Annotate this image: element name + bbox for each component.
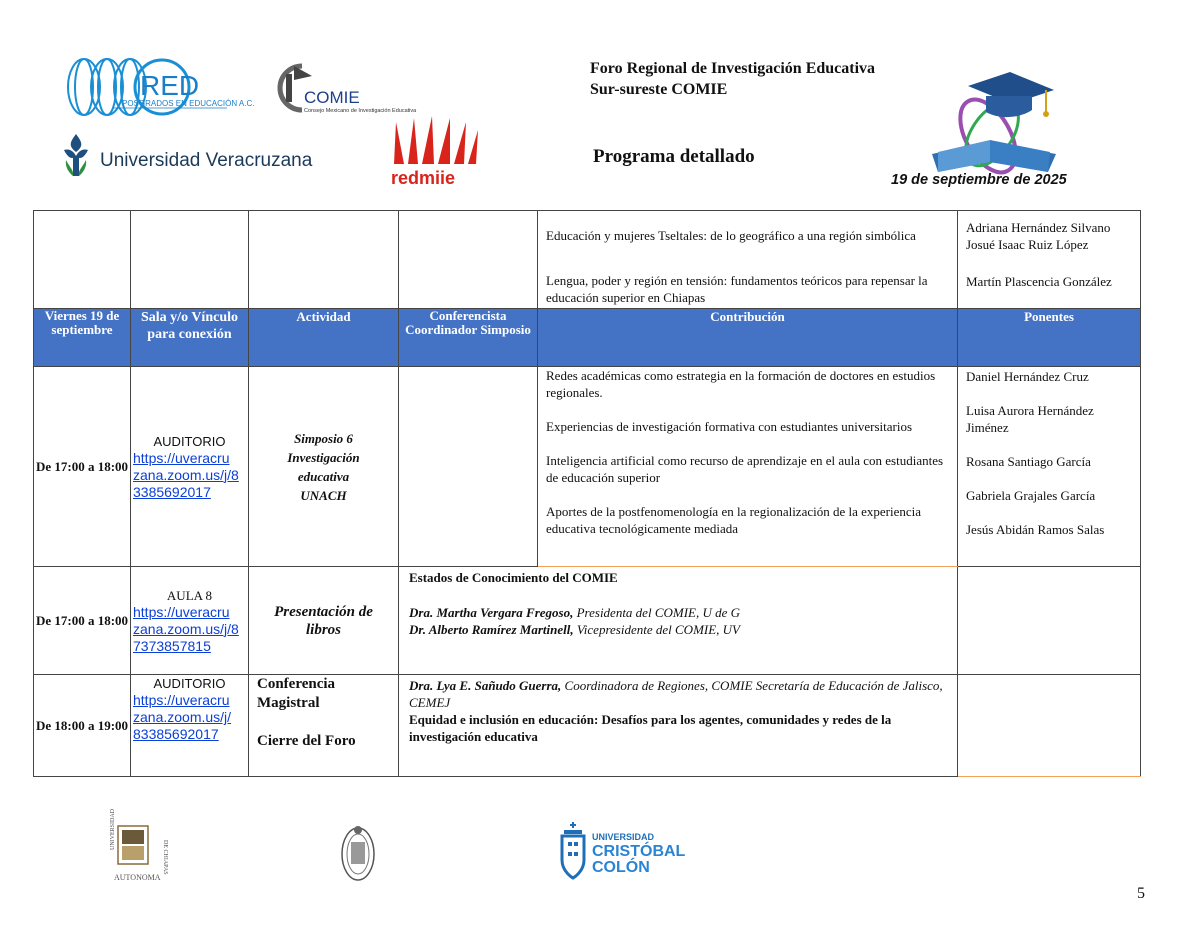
empty-cell [34,211,131,309]
room-cell [131,367,249,567]
activity-cell: Simposio 6 Investigación educativa UNACH [249,367,399,567]
svg-text:DE CHIAPAS: DE CHIAPAS [162,840,168,875]
room-name: AULA 8 [166,587,213,603]
svg-text:RED: RED [140,70,200,101]
table-row [34,567,1141,675]
table-header-row [34,309,1141,367]
time-cell: De 18:00 a 19:00 [34,675,131,777]
contribution-item: Redes académicas como estrategia en la formación de doctores en estudios regionales. [546,368,936,400]
header-ponentes: Ponentes [958,309,1141,367]
zoom-link[interactable]: https://uveracru zana.zoom.us/j/ 83385692017 [133,692,232,742]
continued-row [34,211,1141,309]
zoom-link[interactable]: https://uveracru zana.zoom.us/j/8 7373857815 [133,603,239,654]
empty-cell [131,211,249,309]
activity-cell [249,675,399,777]
forum-title-line2: Sur-sureste COMIE [590,81,728,98]
university-seal-logo [338,820,378,884]
ponente-name: Martín Plascencia González [966,274,1112,289]
svg-text:redmiie: redmiie [391,168,456,188]
table-row [34,367,1141,567]
ponente-name: Adriana Hernández Silvano [966,220,1111,235]
room-name: AUDITORIO [153,433,226,449]
presentation-title: Estados de Conocimiento del COMIE [409,570,618,585]
ponente-name: Rosana Santiago García [966,454,1091,469]
ponente-name: Luisa Aurora Hernández Jiménez [966,403,1094,435]
empty-cell [399,211,538,309]
zoom-link[interactable]: https://uveracru zana.zoom.us/j/8 3385692017 [133,449,239,500]
program-subtitle: Programa detallado [593,146,755,167]
svg-text:Universidad Veracruzana: Universidad Veracruzana [100,150,313,171]
contribution-item: Aportes de la postfenomenología en la regionalización de la experiencia educativa tecnológicamente mediada [546,504,922,536]
room-cell [131,675,249,777]
contribution-item: Educación y mujeres Tseltales: de lo geográfico a una región simbólica [546,228,916,243]
svg-text:POSGRADOS EN EDUCACIÓN A.C.: POSGRADOS EN EDUCACIÓN A.C. [122,99,255,108]
contribution-item: Lengua, poder y región en tensión: fundamentos teóricos para repensar la educación superior en Chiapas [546,273,928,305]
books-presentation-cell [399,567,958,675]
graduation-book-illustration [928,68,1060,178]
ponente-name: Josué Isaac Ruiz López [966,237,1089,252]
ponentes-cell [958,367,1141,567]
page-number: 5 [1137,885,1145,902]
activity-line: Conferencia [257,676,336,692]
redmiie-logo [386,112,481,187]
keynote-cell [399,675,958,777]
header-speaker: Conferencista Coordinador Simposio [399,309,538,367]
contribution-item: Inteligencia artificial como recurso de aprendizaje en el aula con estudiantes de educación superior [546,453,944,485]
svg-text:UNIVERSIDAD: UNIVERSIDAD [110,809,116,850]
unach-logo [100,809,168,884]
universidad-veracruzana-logo [62,132,313,182]
contribution-cell [538,367,958,567]
empty-cell [958,567,1141,675]
activity-line: Cierre del Foro [257,733,356,749]
svg-text:CRISTÓBAL: CRISTÓBAL [592,843,686,860]
ponente-name: Jesús Abidán Ramos Salas [966,522,1105,537]
keynote-title: Equidad e inclusión en educación: Desafíos para los agentes, comunidades y redes de la investigación educativa [409,712,892,744]
ponente-name: Gabriela Grajales García [966,488,1096,503]
contribution-item: Experiencias de investigación formativa con estudiantes universitarios [546,419,913,434]
time-cell: De 17:00 a 18:00 [34,367,131,567]
contribution-cell [538,211,958,309]
event-date: 19 de septiembre de 2025 [891,172,1067,188]
activity-cell: Presentación de libros [249,567,399,675]
program-table [33,210,1141,777]
room-cell [131,567,249,675]
svg-text:Consejo Mexicano de Investigac: Consejo Mexicano de Investigación Educativa [304,108,417,114]
svg-text:UNIVERSIDAD: UNIVERSIDAD [592,832,655,842]
header-contribution: Contribución [538,309,958,367]
time-cell: De 17:00 a 18:00 [34,567,131,675]
empty-cell [958,675,1141,777]
forum-title-line1: Foro Regional de Investigación Educativa [590,60,876,77]
header-room: Sala y/o Vínculo para conexión [131,309,249,367]
room-name: AUDITORIO [153,676,226,691]
universidad-cristobal-colon-logo [560,820,700,882]
svg-text:COLÓN: COLÓN [592,859,650,876]
speaker-cell [399,367,538,567]
header-activity: Actividad [249,309,399,367]
svg-text:COMIE: COMIE [304,88,360,107]
empty-cell [249,211,399,309]
keynote-speaker: Dra. Lya E. Sañudo Guerra, Coordinadora de Regiones, COMIE Secretaría de Educación de Jalisco, CEMEJ [409,678,943,710]
table-row [34,675,1141,777]
presenter-2: Dr. Alberto Ramírez Martinell, Vicepresidente del COMIE, UV [409,622,740,637]
forum-title [590,58,875,100]
red-posgrados-logo [62,55,255,120]
ponentes-cell [958,211,1141,309]
comie-logo [272,58,422,116]
header-day: Viernes 19 de septiembre [34,309,131,367]
svg-text:AUTONOMA: AUTONOMA [114,873,161,882]
activity-line: Magistral [257,695,320,711]
ponente-name: Daniel Hernández Cruz [966,369,1089,384]
presenter-1: Dra. Martha Vergara Fregoso, Presidenta del COMIE, U de G [409,605,741,620]
